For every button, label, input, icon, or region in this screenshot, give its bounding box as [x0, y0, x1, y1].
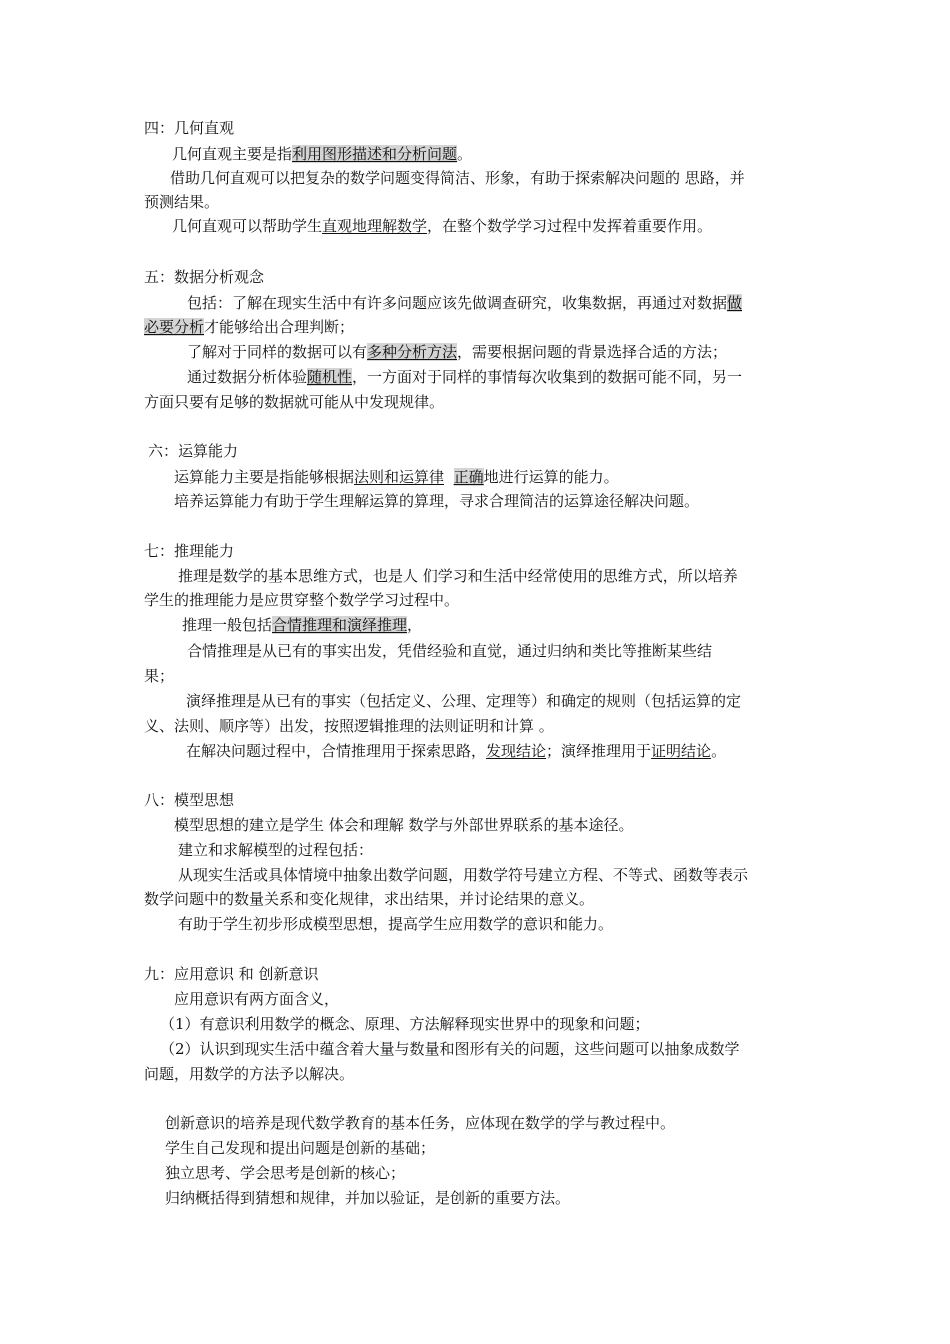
text: ，在整个数学学习过程中发挥着重要作用。 — [427, 217, 713, 235]
paragraph-line — [187, 292, 853, 314]
text: 地进行运算的能力。 — [483, 468, 619, 486]
paragraph-line: 果； — [144, 667, 175, 685]
underlined-text: 证明结论 — [651, 742, 712, 760]
paragraph-line — [187, 366, 853, 388]
list-item: （1）有意识利用数学的概念、原理、方法解释现实世界中的现象和问题； — [160, 1015, 650, 1033]
text: ，一方面对于同样的事情每次收集到的数据可能不同，另一 — [352, 368, 743, 386]
paragraph-line: 从现实生活或具体情境中抽象出数学问题，用数学符号建立方程、不等式、函数等表示 — [178, 866, 749, 884]
list-item: （2）认识到现实生活中蕴含着大量与数量和图形有关的问题，这些问题可以抽象成数学 — [160, 1040, 740, 1058]
paragraph-line: 数学问题中的数量关系和变化规律，求出结果，并讨论结果的意义。 — [144, 890, 595, 908]
paragraph-line: 学生的推理能力是应贯穿整个数学学习过程中。 — [144, 591, 460, 609]
text: 包括：了解在现实生活中有许多问题应该先做调查研究，收集数据，再通过对数据 — [187, 294, 728, 312]
text: 推理一般包括 — [182, 616, 273, 634]
paragraph-line: 预测结果。 — [144, 193, 220, 211]
paragraph — [186, 740, 852, 762]
paragraph: 模型思想的建立是学生 体会和理解 数学与外部世界联系的基本途径。 — [174, 816, 634, 834]
highlighted-text: 合情推理和演绎推理 — [272, 616, 408, 634]
paragraph: 独立思考、学会思考是创新的核心； — [165, 1164, 406, 1182]
text: ；演绎推理用于 — [546, 742, 652, 760]
spacer — [444, 468, 454, 486]
section-heading-reasoning: 七：推理能力 — [144, 542, 235, 560]
text: ，需要根据问题的背景选择合适的方法； — [457, 343, 728, 361]
paragraph-line — [144, 316, 810, 338]
text: 运算能力主要是指能够根据 — [174, 468, 355, 486]
paragraph — [187, 341, 853, 363]
highlighted-text: 正确 — [453, 468, 484, 486]
paragraph-line: 方面只要有足够的数据就可能从中发现规律。 — [144, 393, 445, 411]
paragraph-line: 借助几何直观可以把复杂的数学问题变得简洁、形象，有助于探索解决问题的 思路，并 — [170, 169, 745, 187]
paragraph — [172, 215, 838, 237]
section-heading-data-analysis: 五：数据分析观念 — [144, 268, 265, 286]
text: 通过数据分析体验 — [187, 368, 308, 386]
highlighted-text: 利用图形描述和分析问题 — [292, 145, 458, 163]
paragraph-line: 问题，用数学的方法予以解决。 — [144, 1065, 355, 1083]
section-heading-computation: 六：运算能力 — [148, 442, 239, 460]
text: 几何直观可以帮助学生 — [172, 217, 323, 235]
paragraph: 建立和求解模型的过程包括： — [178, 841, 374, 859]
paragraph — [182, 614, 848, 636]
text: 。 — [457, 145, 473, 163]
section-heading-application-innovation: 九：应用意识 和 创新意识 — [144, 965, 319, 983]
text: 才能够给出合理判断； — [204, 318, 355, 336]
section-heading-geometry: 四：几何直观 — [144, 119, 235, 137]
paragraph: 学生自己发现和提出问题是创新的基础； — [165, 1139, 436, 1157]
paragraph — [172, 143, 838, 165]
underlined-text: 发现结论 — [486, 742, 547, 760]
paragraph-line: 推理是数学的基本思维方式，也是人 们学习和生活中经常使用的思维方式，所以培养 — [178, 567, 738, 585]
highlighted-text: 多种分析方法 — [367, 343, 458, 361]
text: 了解对于同样的数据可以有 — [187, 343, 368, 361]
underlined-text: 法则和运算律 — [354, 468, 445, 486]
highlighted-text: 随机性 — [307, 368, 353, 386]
paragraph: 应用意识有两方面含义， — [174, 990, 340, 1008]
paragraph: 有助于学生初步形成模型思想，提高学生应用数学的意识和能力。 — [178, 915, 614, 933]
text: 几何直观主要是指 — [172, 145, 293, 163]
text: ， — [407, 616, 423, 634]
section-heading-modeling: 八：模型思想 — [144, 791, 235, 809]
paragraph-line: 义、法则、顺序等）出发，按照逻辑推理的法则证明和计算 。 — [144, 717, 554, 735]
paragraph-line: 合情推理是从已有的事实出发，凭借经验和直觉，通过归纳和类比等推断某些结 — [187, 642, 713, 660]
paragraph-line: 演绎推理是从已有的事实（包括定义、公理、定理等）和确定的规则（包括运算的定 — [186, 692, 742, 710]
highlighted-text: 必要分析 — [144, 318, 205, 336]
highlighted-text: 做 — [727, 294, 743, 312]
text: 在解决问题过程中，合情推理用于探索思路， — [186, 742, 487, 760]
paragraph: 归纳概括得到猜想和规律，并加以验证，是创新的重要方法。 — [165, 1189, 571, 1207]
paragraph: 创新意识的培养是现代数学教育的基本任务，应体现在数学的学与教过程中。 — [165, 1114, 676, 1132]
underlined-text: 直观地理解数学 — [322, 217, 428, 235]
text: 。 — [711, 742, 727, 760]
paragraph: 培养运算能力有助于学生理解运算的算理，寻求合理简洁的运算途径解决问题。 — [174, 492, 700, 510]
paragraph — [174, 466, 840, 488]
